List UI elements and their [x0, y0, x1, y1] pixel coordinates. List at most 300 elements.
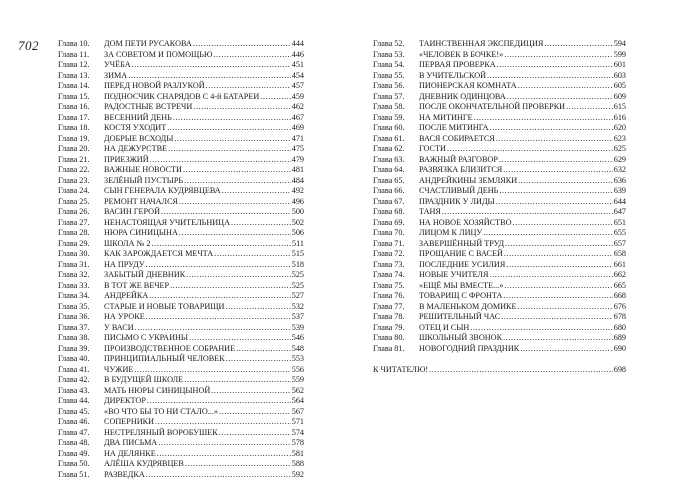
- toc-leader-dots: [206, 81, 291, 92]
- toc-leader-dots: [157, 449, 291, 460]
- toc-chapter-title: ВЕСЕННИЙ ДЕНЬ: [104, 112, 172, 122]
- toc-page-number: 539: [291, 322, 304, 332]
- toc-chapter-title: ПОДНОСЧИК СНАРЯДОВ С 4-й БАТАРЕИ: [104, 91, 260, 101]
- toc-page-number: 446: [291, 49, 304, 59]
- toc-entry: [373, 81, 626, 92]
- toc-chapter-title: ПЕРВАЯ ПРОВЕРКА: [419, 60, 496, 69]
- toc-page-number: 615: [613, 102, 626, 111]
- toc-leader-dots: [520, 344, 613, 355]
- toc-chapter-title: ЗА СОВЕТОМ И ПОМОЩЬЮ: [104, 49, 213, 59]
- toc-chapter-title: У ВАСИ: [104, 322, 134, 332]
- toc-page-number: 661: [613, 259, 626, 269]
- toc-leader-dots: [487, 71, 613, 82]
- toc-chapter-title: ВАЖНЫЕ НОВОСТИ: [104, 165, 182, 174]
- toc-page-number: 562: [291, 385, 304, 395]
- toc-chapter-label: Глава 43.: [58, 385, 90, 395]
- toc-chapter-label: Глава 35.: [58, 301, 90, 311]
- toc-page-number: 515: [291, 249, 304, 258]
- toc-page-number: 525: [291, 270, 304, 279]
- toc-chapter-label: Глава 47.: [58, 427, 90, 437]
- toc-entry: [58, 249, 304, 260]
- toc-chapter-label: Глава 53.: [373, 49, 405, 59]
- toc-chapter-label: Глава 55.: [373, 70, 405, 80]
- toc-chapter-title: ПРОИЗВОДСТВЕННОЕ СОБРАНИЕ: [104, 343, 236, 353]
- toc-entry: [58, 407, 304, 418]
- toc-leader-dots: [504, 50, 613, 61]
- toc-page-number: 603: [613, 70, 626, 80]
- toc-chapter-label: Глава 52.: [373, 39, 405, 48]
- toc-entry: [58, 123, 304, 134]
- toc-leader-dots: [503, 291, 612, 302]
- toc-chapter-title: ЗИМА: [104, 70, 128, 80]
- toc-chapter-label: Глава 58.: [373, 102, 405, 111]
- toc-chapter-label: Глава 24.: [58, 186, 90, 195]
- toc-page-number: 574: [291, 427, 304, 437]
- toc-entry: [58, 354, 304, 365]
- toc-chapter-title: ТАИНСТВЕННАЯ ЭКСПЕДИЦИЯ: [419, 39, 544, 48]
- toc-chapter-title: РАЗВЯЗКА БЛИЗИТСЯ: [419, 165, 503, 174]
- toc-page-number: 518: [291, 259, 304, 269]
- toc-chapter-title: ЧУЖИЕ: [104, 364, 134, 374]
- toc-leader-dots: [189, 333, 291, 344]
- toc-chapter-label: Глава 57.: [373, 91, 405, 101]
- toc-chapter-title: РАЗВЕДКА: [104, 469, 145, 479]
- toc-chapter-label: Глава 74.: [373, 270, 405, 279]
- toc-chapter-label: Глава 69.: [373, 217, 405, 227]
- toc-page-number: 556: [291, 364, 304, 374]
- toc-page-number: 690: [613, 343, 626, 353]
- toc-leader-dots: [167, 123, 290, 134]
- toc-chapter-label: Глава 28.: [58, 228, 90, 237]
- toc-entry: [58, 165, 304, 176]
- toc-page-number: 623: [613, 133, 626, 143]
- toc-right-column: [373, 39, 626, 375]
- toc-leader-dots: [496, 197, 613, 208]
- toc-entry: [373, 291, 626, 302]
- toc-entry: [58, 291, 304, 302]
- toc-leader-dots: [158, 438, 290, 449]
- toc-chapter-title: НА МИТИНГЕ: [419, 112, 473, 122]
- toc-page-number: 605: [613, 81, 626, 90]
- toc-entry: [373, 186, 626, 197]
- toc-leader-dots: [503, 165, 612, 176]
- toc-leader-dots: [132, 60, 291, 71]
- toc-leader-dots: [128, 71, 291, 82]
- toc-entry: [58, 470, 304, 480]
- toc-chapter-title: ПРИНЦИПИАЛЬНЫЙ ЧЕЛОВЕК: [104, 354, 225, 363]
- toc-leader-dots: [152, 239, 292, 250]
- toc-page-number: 481: [291, 165, 304, 174]
- toc-chapter-title: УЧЁБА: [104, 60, 131, 69]
- toc-chapter-label: Глава 26.: [58, 207, 90, 216]
- toc-leader-dots: [147, 396, 291, 407]
- toc-leader-dots: [146, 470, 291, 480]
- toc-chapter-label: Глава 45.: [58, 406, 90, 416]
- toc-chapter-title: ПОСЛЕДНИЕ УСИЛИЯ: [419, 259, 506, 269]
- toc-chapter-title: ПРОЩАНИЕ С ВАСЕЙ: [419, 249, 503, 258]
- toc-leader-dots: [193, 102, 290, 113]
- toc-page-number: 451: [291, 60, 304, 69]
- toc-chapter-title: НА УРОКЕ: [104, 312, 145, 321]
- toc-chapter-label: Глава 68.: [373, 207, 405, 216]
- toc-entry: [58, 459, 304, 470]
- toc-chapter-label: Глава 80.: [373, 333, 405, 342]
- toc-leader-dots: [518, 302, 613, 313]
- toc-page-number: 454: [291, 70, 304, 80]
- toc-leader-dots: [179, 228, 291, 239]
- toc-page-number: 665: [613, 280, 626, 290]
- toc-page-number: 636: [613, 175, 626, 185]
- toc-chapter-title: ДНЕВНИК ОДИНЦОВА: [419, 91, 506, 101]
- toc-leader-dots: [225, 302, 290, 313]
- toc-chapter-label: Глава 39.: [58, 343, 90, 353]
- toc-entry: [373, 50, 626, 61]
- toc-leader-dots: [496, 134, 613, 145]
- toc-page-number: 616: [613, 112, 626, 122]
- toc-leader-dots: [174, 134, 290, 145]
- toc-leader-dots: [146, 260, 291, 271]
- toc-chapter-label: Глава 20.: [58, 144, 90, 153]
- toc-chapter-title: ДОМ ПЕТИ РУСАКОВА: [104, 39, 192, 48]
- toc-left-column: [58, 39, 304, 480]
- toc-leader-dots: [185, 459, 291, 470]
- toc-page-number: 620: [613, 123, 626, 132]
- toc-entry: [58, 375, 304, 386]
- toc-chapter-title: НА ДЕЖУРСТВЕ: [104, 144, 168, 153]
- toc-chapter-title: ЛИЦОМ К ЛИЦУ: [419, 228, 483, 237]
- toc-leader-dots: [489, 270, 612, 281]
- toc-page-number: 599: [613, 49, 626, 59]
- toc-chapter-title: ЗАБЫТЫЙ ДНЕВНИК: [104, 270, 186, 279]
- toc-chapter-title: ПИОНЕРСКАЯ КОМНАТА: [419, 81, 517, 90]
- toc-chapter-label: Глава 44.: [58, 396, 90, 405]
- toc-chapter-label: Глава 62.: [373, 144, 405, 153]
- toc-leader-dots: [501, 312, 613, 323]
- toc-leader-dots: [211, 386, 290, 397]
- toc-leader-dots: [506, 260, 612, 271]
- toc-leader-dots: [155, 417, 291, 428]
- toc-leader-dots: [260, 92, 290, 103]
- toc-page-number: 444: [291, 39, 304, 48]
- toc-entry: [58, 71, 304, 82]
- toc-entry: [58, 155, 304, 166]
- toc-chapter-label: Глава 27.: [58, 217, 90, 227]
- toc-chapter-label: Глава 46.: [58, 417, 90, 426]
- toc-chapter-title: НА НОВОЕ ХОЗЯЙСТВО: [419, 217, 512, 227]
- toc-chapter-title: В МАЛЕНЬКОМ ДОМИКЕ: [419, 301, 517, 311]
- toc-entry: [373, 333, 626, 344]
- toc-entry: [58, 323, 304, 334]
- toc-page-number: 588: [291, 459, 304, 468]
- toc-chapter-label: Глава 33.: [58, 280, 90, 290]
- toc-chapter-title: ДИРЕКТОР: [104, 396, 146, 405]
- toc-page-number: 655: [613, 228, 626, 237]
- toc-entry: [58, 270, 304, 281]
- toc-leader-dots: [219, 428, 291, 439]
- toc-leader-dots: [231, 218, 291, 229]
- toc-page-number: 594: [613, 39, 626, 48]
- toc-chapter-title: В БУДУЩЕЙ ШКОЛЕ: [104, 375, 184, 384]
- toc-chapter-label: Глава 42.: [58, 375, 90, 384]
- toc-entry: [58, 417, 304, 428]
- toc-entry: [373, 165, 626, 176]
- toc-leader-dots: [214, 249, 291, 260]
- toc-page-number: 629: [613, 154, 626, 164]
- toc-chapter-title: АЛЁША КУДРЯВЦЕВ: [104, 459, 184, 468]
- toc-leader-dots: [150, 155, 291, 166]
- toc-entry: [58, 102, 304, 113]
- toc-chapter-label: Глава 81.: [373, 343, 405, 353]
- toc-entry: [58, 228, 304, 239]
- toc-entry: [58, 50, 304, 61]
- toc-chapter-label: Глава 18.: [58, 123, 90, 132]
- toc-page-number: 689: [613, 333, 626, 342]
- toc-entry: [373, 302, 626, 313]
- toc-chapter-label: Глава 75.: [373, 280, 405, 290]
- toc-chapter-title: ПРАЗДНИК У ЛИДЫ: [419, 196, 495, 206]
- toc-chapter-label: Глава 37.: [58, 322, 90, 332]
- toc-chapter-label: Глава 22.: [58, 165, 90, 174]
- toc-entry: [58, 312, 304, 323]
- toc-chapter-title: «ЕЩЁ МЫ ВМЕСТЕ...»: [419, 280, 504, 290]
- toc-chapter-label: Глава 10.: [58, 39, 90, 48]
- toc-chapter-title: НЕСТРЕЛЯНЫЙ ВОРОБУШЕК: [104, 427, 218, 437]
- toc-chapter-title: РАДОСТНЫЕ ВСТРЕЧИ: [104, 102, 193, 111]
- toc-chapter-title: ГОСТИ: [419, 144, 446, 153]
- toc-chapter-label: Глава 13.: [58, 70, 90, 80]
- toc-leader-dots: [429, 365, 613, 376]
- toc-page-number: 553: [291, 354, 304, 363]
- toc-entry: [58, 386, 304, 397]
- toc-leader-dots: [497, 60, 613, 71]
- toc-chapter-title: НОВОГОДНИЙ ПРАЗДНИК: [419, 343, 520, 353]
- toc-leader-dots: [193, 39, 291, 50]
- toc-page-number: 625: [613, 144, 626, 153]
- toc-page-number: 532: [291, 301, 304, 311]
- toc-chapter-label: Глава 40.: [58, 354, 90, 363]
- toc-entry: [58, 113, 304, 124]
- toc-entry: [58, 239, 304, 250]
- toc-page-number: 479: [291, 154, 304, 164]
- page-number: 702: [18, 38, 39, 53]
- toc-chapter-title: ПРИЕЗЖИЙ: [104, 154, 149, 164]
- toc-chapter-title: ВАСЯ СОБИРАЕТСЯ: [419, 133, 495, 143]
- toc-page-number: 658: [613, 249, 626, 258]
- toc-chapter-label: Глава 76.: [373, 291, 405, 300]
- toc-page-number: 496: [291, 196, 304, 206]
- toc-chapter-label: Глава 70.: [373, 228, 405, 237]
- toc-page-number: 680: [613, 322, 626, 332]
- toc-chapter-label: Глава 30.: [58, 249, 90, 258]
- toc-page-number: 657: [613, 238, 626, 248]
- toc-page-number: 676: [613, 301, 626, 311]
- toc-chapter-label: Глава 49.: [58, 448, 90, 458]
- toc-page-number: 475: [291, 144, 304, 153]
- toc-page-number: 662: [613, 270, 626, 279]
- toc-leader-dots: [146, 312, 291, 323]
- toc-page-number: 571: [291, 417, 304, 426]
- toc-leader-dots: [179, 197, 291, 208]
- toc-chapter-title: ШКОЛЬНЫЙ ЗВОНОК: [419, 333, 503, 342]
- toc-entry: [58, 207, 304, 218]
- toc-page-number: 484: [291, 175, 304, 185]
- toc-leader-dots: [499, 186, 612, 197]
- toc-chapter-title: АНДРЕЙКА: [104, 291, 149, 300]
- toc-chapter-label: Глава 66.: [373, 186, 405, 195]
- toc-entry: [373, 123, 626, 134]
- toc-chapter-title: «ЧЕЛОВЕК В БОЧКЕ!»: [419, 49, 504, 59]
- toc-chapter-label: Глава 73.: [373, 259, 405, 269]
- toc-chapter-label: Глава 32.: [58, 270, 90, 279]
- toc-chapter-title: КОСТЯ УХОДИТ: [104, 123, 167, 132]
- toc-chapter-title: ЗАВЕРШЁННЫЙ ТРУД: [419, 238, 505, 248]
- toc-chapter-label: Глава 36.: [58, 312, 90, 321]
- toc-chapter-title: РЕШИТЕЛЬНЫЙ ЧАС: [419, 312, 501, 321]
- toc-chapter-label: Глава 16.: [58, 102, 90, 111]
- toc-entry: [58, 344, 304, 355]
- toc-chapter-title: ДВА ПИСЬМА: [104, 438, 158, 447]
- toc-leader-dots: [168, 144, 291, 155]
- toc-chapter-title: НА ПРУДУ: [104, 259, 145, 269]
- toc-entry: [58, 134, 304, 145]
- toc-entry: [373, 344, 626, 355]
- toc-leader-dots: [505, 239, 613, 250]
- toc-page-number: 601: [613, 60, 626, 69]
- toc-entry: [58, 186, 304, 197]
- toc-chapter-label: Глава 77.: [373, 301, 405, 311]
- toc-entry: [58, 144, 304, 155]
- toc-chapter-label: Глава 79.: [373, 322, 405, 332]
- toc-chapter-title: ЗЕЛЁНЫЙ ПУСТЫРЬ: [104, 175, 184, 185]
- toc-entry: [58, 260, 304, 271]
- toc-page-number: 647: [613, 207, 626, 216]
- toc-leader-dots: [513, 218, 613, 229]
- toc-chapter-label: Глава 59.: [373, 112, 405, 122]
- toc-leader-dots: [503, 333, 613, 344]
- toc-entry: [58, 365, 304, 376]
- toc-chapter-label: Глава 23.: [58, 175, 90, 185]
- toc-chapter-label: Глава 67.: [373, 196, 405, 206]
- toc-leader-dots: [213, 50, 290, 61]
- toc-entry: [373, 71, 626, 82]
- toc-entry: [58, 333, 304, 344]
- toc-leader-dots: [474, 113, 613, 124]
- toc-page-number: 548: [291, 343, 304, 353]
- toc-entry: [373, 60, 626, 71]
- toc-page-number: 525: [291, 280, 304, 290]
- toc-leader-dots: [135, 323, 291, 334]
- toc-entry: [58, 428, 304, 439]
- toc-entry: [373, 249, 626, 260]
- toc-leader-dots: [507, 92, 613, 103]
- toc-entry: [373, 260, 626, 271]
- toc-page-number: 651: [613, 217, 626, 227]
- toc-page-number: 632: [613, 165, 626, 174]
- toc-chapter-label: Глава 48.: [58, 438, 90, 447]
- toc-leader-dots: [470, 323, 612, 334]
- toc-leader-dots: [134, 365, 290, 376]
- toc-entry: [58, 176, 304, 187]
- toc-page-number: 471: [291, 133, 304, 143]
- toc-page-number: 500: [291, 207, 304, 216]
- toc-leader-dots: [161, 207, 291, 218]
- toc-chapter-title: КАК ЗАРОЖДАЕТСЯ МЕЧТА: [104, 249, 214, 258]
- toc-page-number: 502: [291, 217, 304, 227]
- toc-page-number: 537: [291, 312, 304, 321]
- toc-page-number: 469: [291, 123, 304, 132]
- toc-chapter-title: ОТЕЦ И СЫН: [419, 322, 470, 332]
- toc-page-number: 492: [291, 186, 304, 195]
- toc-page-number: 668: [613, 291, 626, 300]
- toc-chapter-label: Глава 12.: [58, 60, 90, 69]
- toc-chapter-label: Глава 19.: [58, 133, 90, 143]
- toc-leader-dots: [183, 165, 291, 176]
- toc-chapter-title: НА ДЕЛЯНКЕ: [104, 448, 156, 458]
- toc-page-number: 467: [291, 112, 304, 122]
- toc-chapter-title: МАТЬ НЮРЫ СИНИЦЫНОЙ: [104, 385, 211, 395]
- toc-entry: [373, 218, 626, 229]
- toc-chapter-label: Глава 41.: [58, 364, 90, 374]
- toc-page-number: 511: [292, 238, 304, 248]
- toc-chapter-title: «ВО ЧТО БЫ ТО НИ СТАЛО...»: [104, 406, 218, 416]
- toc-chapter-label: Глава 64.: [373, 165, 405, 174]
- toc-page-number: 506: [291, 228, 304, 237]
- toc-page-number: 578: [291, 438, 304, 447]
- toc-leader-dots: [226, 354, 291, 365]
- toc-leader-dots: [219, 407, 291, 418]
- toc-leader-dots: [186, 270, 291, 281]
- toc-chapter-label: Глава 21.: [58, 154, 90, 164]
- toc-chapter-label: Глава 71.: [373, 238, 405, 248]
- toc-entry: [58, 197, 304, 208]
- toc-chapter-label: Глава 50.: [58, 459, 90, 468]
- toc-leader-dots: [518, 176, 613, 187]
- toc-chapter-title: ТОВАРИЩ С ФРОНТА: [419, 291, 503, 300]
- toc-chapter-title: ШКОЛА № 2: [104, 238, 151, 248]
- toc-entry: [58, 438, 304, 449]
- toc-afterword-page: 698: [613, 364, 626, 374]
- toc-leader-dots: [236, 344, 291, 355]
- toc-chapter-label: Глава 31.: [58, 259, 90, 269]
- toc-afterword-title: К ЧИТАТЕЛЮ!: [373, 364, 429, 374]
- toc-chapter-label: Глава 34.: [58, 291, 90, 300]
- toc-leader-dots: [447, 144, 613, 155]
- toc-chapter-title: СЧАСТЛИВЫЙ ДЕНЬ: [419, 186, 499, 195]
- toc-entry: [373, 323, 626, 334]
- toc-page-number: 567: [291, 406, 304, 416]
- toc-chapter-label: Глава 15.: [58, 91, 90, 101]
- toc-leader-dots: [483, 228, 613, 239]
- toc-page-number: 457: [291, 81, 304, 90]
- toc-leader-dots: [499, 155, 613, 166]
- toc-chapter-label: Глава 38.: [58, 333, 90, 342]
- toc-entry: [373, 281, 626, 292]
- toc-page-number: 592: [291, 469, 304, 479]
- toc-gap: [373, 354, 626, 365]
- toc-entry: [373, 39, 626, 50]
- toc-chapter-title: В УЧИТЕЛЬСКОЙ: [419, 70, 487, 80]
- toc-chapter-title: СОПЕРНИКИ: [104, 417, 155, 426]
- toc-entry: [58, 39, 304, 50]
- toc-page-number: 581: [291, 448, 304, 458]
- toc-entry: [58, 60, 304, 71]
- toc-entry: [58, 449, 304, 460]
- toc-leader-dots: [173, 113, 291, 124]
- toc-page-number: 462: [291, 102, 304, 111]
- toc-leader-dots: [490, 123, 613, 134]
- toc-chapter-title: СЫН ГЕНЕРАЛА КУДРЯВЦЕВА: [104, 186, 221, 195]
- toc-chapter-title: В ТОТ ЖЕ ВЕЧЕР: [104, 280, 170, 290]
